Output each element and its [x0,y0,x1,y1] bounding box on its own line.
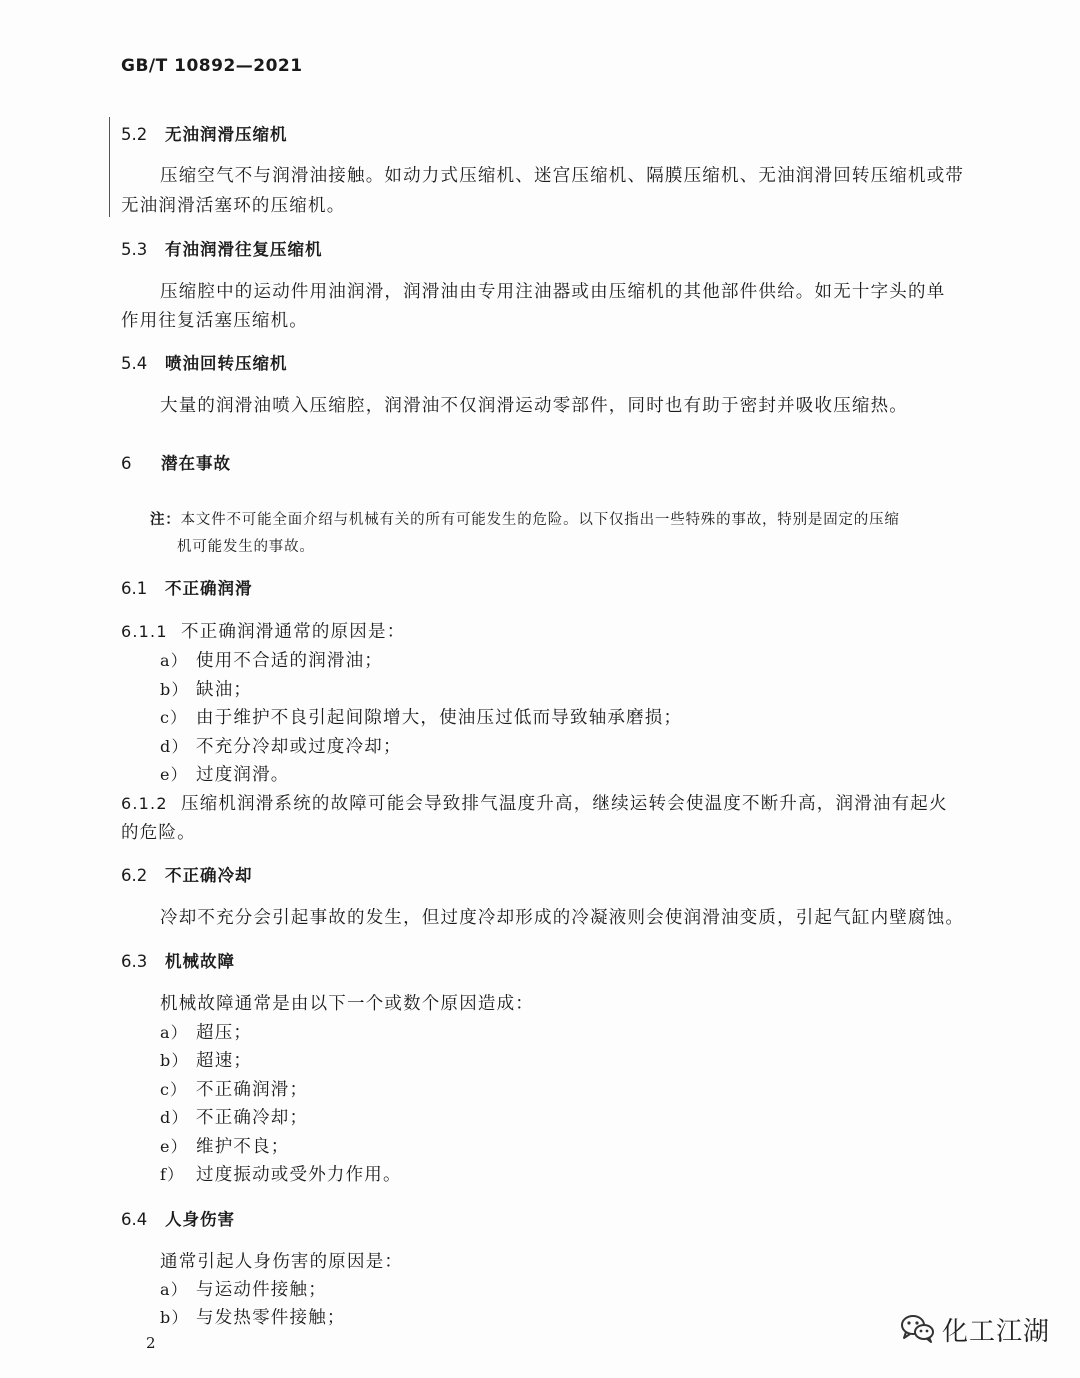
list-mark: b） [160,1308,189,1327]
list-item [160,1276,327,1301]
list-item [160,1304,346,1329]
section-5-4-heading [121,350,288,374]
note-text: 本文件不可能全面介绍与机械有关的所有可能发生的危险。以下仅指出一些特殊的事故，特别是固定的压缩 [180,512,900,528]
section-title: 人身伤害 [165,1210,235,1229]
list-text: 维护不良； [196,1137,290,1157]
section-title: 喷油回转压缩机 [165,354,288,373]
section-number: 6.3 [121,952,148,971]
standard-code: GB/T 10892—2021 [121,56,303,76]
section-title: 机械故障 [165,952,235,971]
list-mark: b） [160,1051,189,1070]
list-item [160,647,383,672]
list-item [160,1076,308,1101]
section-number: 6.2 [121,866,148,885]
clause-text: 不正确润滑通常的原因是： [181,622,406,642]
section-6-4-heading [121,1206,235,1230]
list-mark: d） [160,737,189,756]
clause-number: 6.1.1 [121,622,168,641]
list-text: 与发热零件接触； [196,1308,346,1328]
list-text: 由于维护不良引起间隙增大，使油压过低而导致轴承磨损； [196,708,683,728]
change-bar [109,117,110,217]
list-text: 过度润滑。 [196,765,290,785]
list-mark: a） [160,1023,188,1042]
section-number: 5.2 [121,125,148,144]
wechat-icon [900,1313,936,1347]
watermark-text: 化工江湖 [942,1317,1051,1347]
note-line [150,508,900,529]
list-text: 过度振动或受外力作用。 [196,1165,402,1185]
list-mark: c） [160,1080,188,1099]
section-5-2-heading [121,121,288,145]
clause-text: 压缩机润滑系统的故障可能会导致排气温度升高，继续运转会使温度不断升高，润滑油有起火 [181,794,948,814]
section-title: 不正确冷却 [165,866,253,885]
section-5-3-para-line: 作用往复活塞压缩机。 [121,311,308,331]
clause-6-heading [121,450,231,474]
list-item [160,1019,252,1044]
clause-6-1-1 [121,618,405,643]
list-mark: e） [160,1137,188,1156]
section-6-2-heading [121,862,253,886]
page-number: 2 [146,1334,156,1352]
watermark [900,1311,1050,1348]
section-title: 不正确润滑 [165,579,253,598]
section-5-2-para-line: 无油润滑活塞环的压缩机。 [121,196,346,216]
list-item [160,733,402,758]
note-line: 机可能发生的事故。 [177,539,315,555]
list-text: 与运动件接触； [196,1280,327,1300]
clause-6-1-2-line: 的危险。 [121,823,196,843]
list-text: 不正确润滑； [196,1080,309,1100]
list-mark: b） [160,680,189,699]
section-6-3-heading [121,948,235,972]
clause-number: 6 [121,454,132,473]
list-item [160,1104,308,1129]
list-mark: a） [160,1280,188,1299]
section-number: 5.3 [121,240,148,259]
section-5-2-para-line: 压缩空气不与润滑油接触。如动力式压缩机、迷宫压缩机、隔膜压缩机、无油润滑回转压缩机或带 [160,166,965,186]
section-5-3-heading [121,236,323,260]
list-item [160,1133,290,1158]
list-text: 不充分冷却或过度冷却； [196,737,402,757]
list-item [160,676,252,701]
section-number: 5.4 [121,354,148,373]
list-mark: f） [160,1165,185,1184]
list-mark: d） [160,1108,189,1127]
section-6-3-intro: 机械故障通常是由以下一个或数个原因造成： [160,994,534,1014]
list-mark: a） [160,651,188,670]
list-text: 超压； [196,1023,253,1043]
section-number: 6.1 [121,579,148,598]
list-text: 使用不合适的润滑油； [196,651,383,671]
section-5-4-para-line: 大量的润滑油喷入压缩腔，润滑油不仅润滑运动零部件，同时也有助于密封并吸收压缩热。 [160,396,908,416]
clause-title: 潜在事故 [161,454,231,473]
list-item [160,1161,402,1186]
list-text: 超速； [196,1051,253,1071]
section-6-4-intro: 通常引起人身伤害的原因是： [160,1252,404,1272]
section-6-1-heading [121,575,253,599]
section-title: 无油润滑压缩机 [165,125,288,144]
list-item [160,704,682,729]
list-text: 缺油； [196,680,253,700]
section-title: 有油润滑往复压缩机 [165,240,323,259]
section-number: 6.4 [121,1210,148,1229]
list-item [160,1047,252,1072]
note-label: 注： [150,512,181,528]
list-mark: e） [160,765,188,784]
clause-number: 6.1.2 [121,794,168,813]
list-item [160,761,290,786]
section-6-2-para-line: 冷却不充分会引起事故的发生，但过度冷却形成的冷凝液则会使润滑油变质，引起气缸内壁腐蚀。 [160,908,965,928]
list-text: 不正确冷却； [196,1108,309,1128]
list-mark: c） [160,708,188,727]
section-5-3-para-line: 压缩腔中的运动件用油润滑，润滑油由专用注油器或由压缩机的其他部件供给。如无十字头的单 [160,282,946,302]
clause-6-1-2 [121,790,948,815]
